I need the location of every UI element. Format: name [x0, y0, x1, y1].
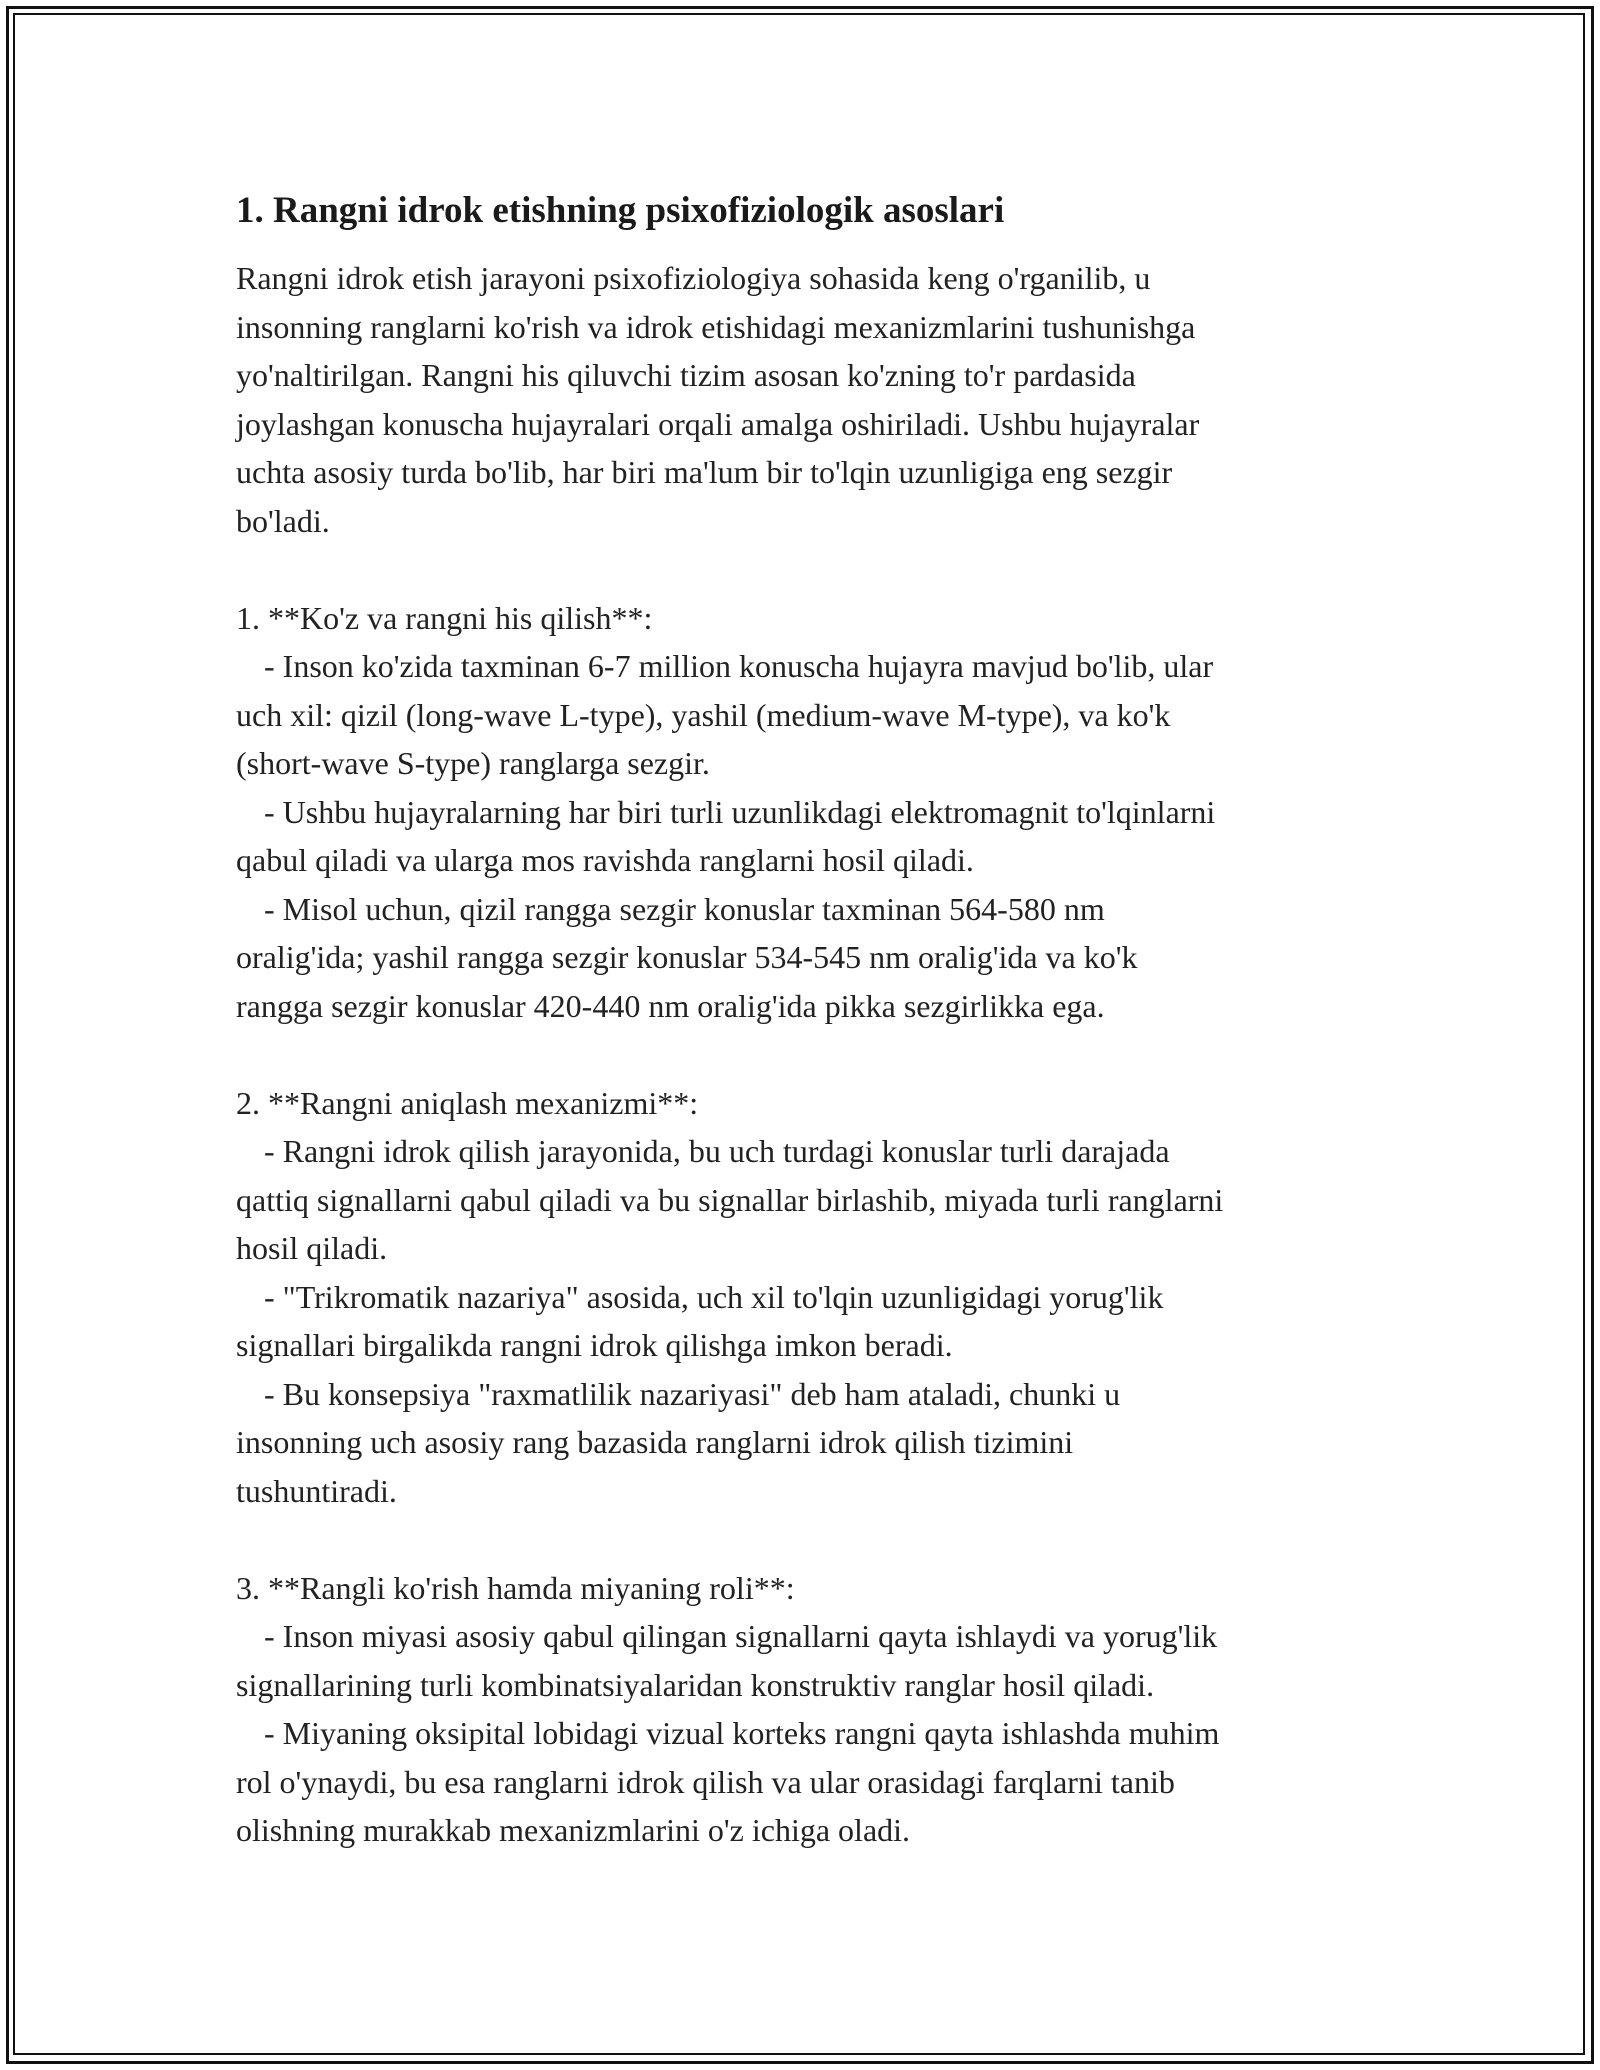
list-item: - Miyaning oksipital lobidagi vizual korteks rangni qayta ishlashda muhim rol o'ynaydi, bu esa ranglarni idrok qilish va ular orasidagi farqlarni tanib olishning murakkab mexanizmlarini o'z ichiga oladi. [236, 1715, 1220, 1848]
list-item: - Ushbu hujayralarning har biri turli uzunlikdagi elektromagnit to'lqinlarni qabul qiladi va ularga mos ravishda ranglarni hosil qiladi. [236, 793, 1216, 878]
spacer [236, 1515, 1386, 1564]
intro-paragraph: Rangni idrok etish jarayoni psixofiziologiya sohasida keng o'rganilib, u insonning ranglarni ko'rish va idrok etishidagi mexanizmlarini tushunishga yo'naltirilgan. Rangni his qiluvchi tizim asosan ko'zning to'r pardasida joylashgan konuscha hujayralari orqali amalga oshiriladi. Ushbu hujayralar uchta asosiy turda bo'lib, har biri ma'lum bir to'lqin uzunligiga eng sezgir bo'ladi. [236, 260, 1200, 539]
section-heading: 3. **Rangli ko'rish hamda miyaning roli**: [236, 1569, 795, 1606]
document-body [236, 188, 1386, 1855]
section-2 [236, 1079, 1386, 1516]
section-heading: 2. **Rangni aniqlash mexanizmi**: [236, 1084, 699, 1121]
list-item: - Inson ko'zida taxminan 6-7 million konuscha hujayra mavjud bo'lib, ular uch xil: qizil (long-wave L-type), yashil (medium-wave M-type), va ko'k (short-wave S-type) ranglarga sezgir. [236, 648, 1214, 781]
list-item: - "Trikromatik nazariya" asosida, uch xil to'lqin uzunligidagi yorug'lik signallari birgalikda rangni idrok qilishga imkon beradi. [236, 1278, 1164, 1363]
list-item: - Misol uchun, qizil rangga sezgir konuslar taxminan 564-580 nm oralig'ida; yashil rangga sezgir konuslar 534-545 nm oralig'ida va ko'k rangga sezgir konuslar 420-440 nm oralig'ida pikka sezgirlikka ega. [236, 890, 1138, 1024]
list-item: - Rangni idrok qilish jarayonida, bu uch turdagi konuslar turli darajada qattiq signallarni qabul qiladi va bu signallar birlashib, miyada turli ranglarni hosil qiladi. [236, 1133, 1224, 1266]
spacer [236, 545, 1386, 594]
list-item: - Inson miyasi asosiy qabul qilingan signallarni qayta ishlaydi va yorug'lik signallarining turli kombinatsiyalaridan konstruktiv ranglar hosil qiladi. [236, 1618, 1218, 1703]
section-3 [236, 1564, 1386, 1855]
spacer [236, 1030, 1386, 1079]
list-item: - Bu konsepsiya "raxmatlilik nazariyasi" deb ham ataladi, chunki u insonning uch asosiy rang bazasida ranglarni idrok qilish tizimini tushuntiradi. [236, 1375, 1121, 1509]
document-title: 1. Rangni idrok etishning psixofiziologik asoslari [236, 190, 1005, 231]
section-heading: 1. **Ko'z va rangni his qilish**: [236, 599, 653, 636]
section-1 [236, 594, 1386, 1031]
